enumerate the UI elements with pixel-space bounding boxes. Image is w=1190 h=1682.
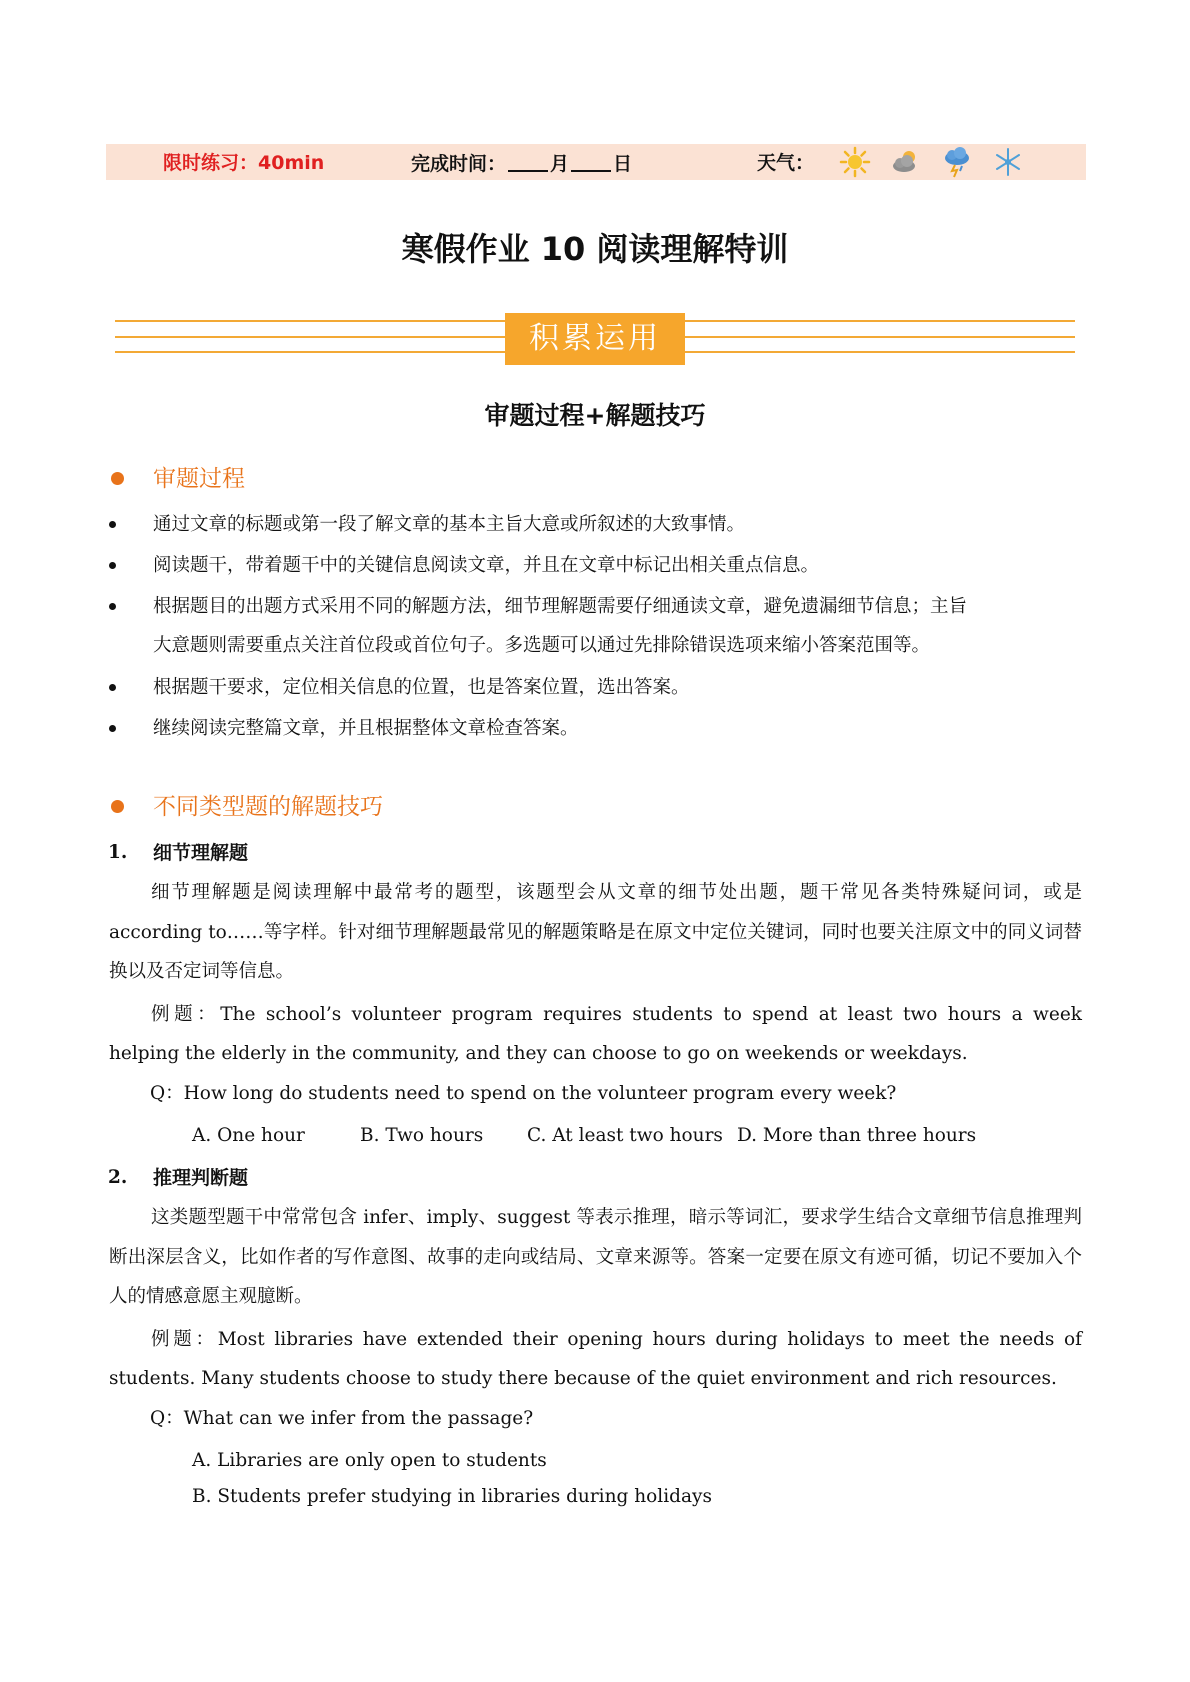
option-c: C. At least two hours xyxy=(527,1125,723,1146)
section-banner: 积累运用 xyxy=(505,313,685,365)
option-b: B. Two hours xyxy=(360,1125,484,1146)
section-dot xyxy=(111,472,124,485)
question: Q：How long do students need to spend on the volunteer program every week? xyxy=(150,1083,897,1104)
option-b: B. Students prefer studying in libraries during holidays xyxy=(192,1486,712,1507)
question: Q：What can we infer from the passage? xyxy=(150,1408,534,1429)
section-title: 不同类型题的解题技巧 xyxy=(153,794,383,820)
bullet xyxy=(109,684,116,691)
list-item-continuation: 大意题则需要重点关注首位段或首位句子。多选题可以通过先排除错误选项来缩小答案范围等。 xyxy=(153,635,931,656)
item-number: 2. xyxy=(108,1167,128,1188)
list-item: 根据题目的出题方式采用不同的解题方法，细节理解题需要仔细通读文章，避免遗漏细节信息；主旨 xyxy=(153,596,968,617)
month-blank xyxy=(508,150,548,172)
page-title: 寒假作业 10 阅读理解特训 xyxy=(401,230,789,268)
subtitle: 审题过程+解题技巧 xyxy=(484,401,706,430)
example: 例题：Most libraries have extended their opening hours during holidays to meet the needs of students. Many students choose to study there because of the quiet environment and rich resources. xyxy=(109,1329,1082,1389)
bullet xyxy=(109,725,116,732)
list-item: 阅读题干，带着题干中的关键信息阅读文章，并且在文章中标记出相关重点信息。 xyxy=(153,555,820,576)
list-item: 通过文章的标题或第一段了解文章的基本主旨大意或所叙述的大致事情。 xyxy=(153,514,746,535)
item-label: 推理判断题 xyxy=(153,1167,249,1189)
finish-time-label: 完成时间： xyxy=(411,153,507,175)
option-a: A. One hour xyxy=(192,1125,305,1146)
finish-time xyxy=(411,150,632,177)
storm-icon xyxy=(940,145,974,179)
option-a: A. Libraries are only open to students xyxy=(192,1450,547,1471)
list-item: 继续阅读完整篇文章，并且根据整体文章检查答案。 xyxy=(153,718,579,739)
example: 例题：The school’s volunteer program requires students to spend at least two hours a week helping the elderly in the community, and they can choose to go on weekends or weekdays. xyxy=(109,1004,1082,1064)
weather-label: 天气： xyxy=(757,152,815,174)
item-number: 1. xyxy=(108,842,128,863)
bullet xyxy=(109,562,116,569)
section-dot xyxy=(111,800,124,813)
month-label: 月 xyxy=(550,153,570,175)
sunny-icon xyxy=(838,145,872,179)
list-item: 根据题干要求，定位相关信息的位置，也是答案位置，选出答案。 xyxy=(153,677,690,698)
section-title: 审题过程 xyxy=(153,466,245,492)
option-d: D. More than three hours xyxy=(737,1125,977,1146)
paragraph: 细节理解题是阅读理解中最常考的题型，该题型会从文章的细节处出题，题干常见各类特殊疑问词，或是 according to……等字样。针对细节理解题最常见的解题策略是在原文中定位关键词，同时也要关注原文中的同义词替换以及否定词等信息。 xyxy=(109,882,1082,982)
item-label: 细节理解题 xyxy=(153,842,249,864)
cloudy-sun-icon xyxy=(889,145,923,179)
bullet xyxy=(109,603,116,610)
day-blank xyxy=(571,150,611,172)
timed-practice-label: 限时练习：40min xyxy=(163,152,325,174)
snow-icon xyxy=(991,145,1025,179)
paragraph: 这类题型题干中常常包含 infer、imply、suggest 等表示推理，暗示等词汇，要求学生结合文章细节信息推理判断出深层含义，比如作者的写作意图、故事的走向或结局、文章来源等。答案一定要在原文有迹可循，切记不要加入个人的情感意愿主观臆断。 xyxy=(109,1207,1082,1307)
day-label: 日 xyxy=(613,153,633,175)
bullet xyxy=(109,521,116,528)
